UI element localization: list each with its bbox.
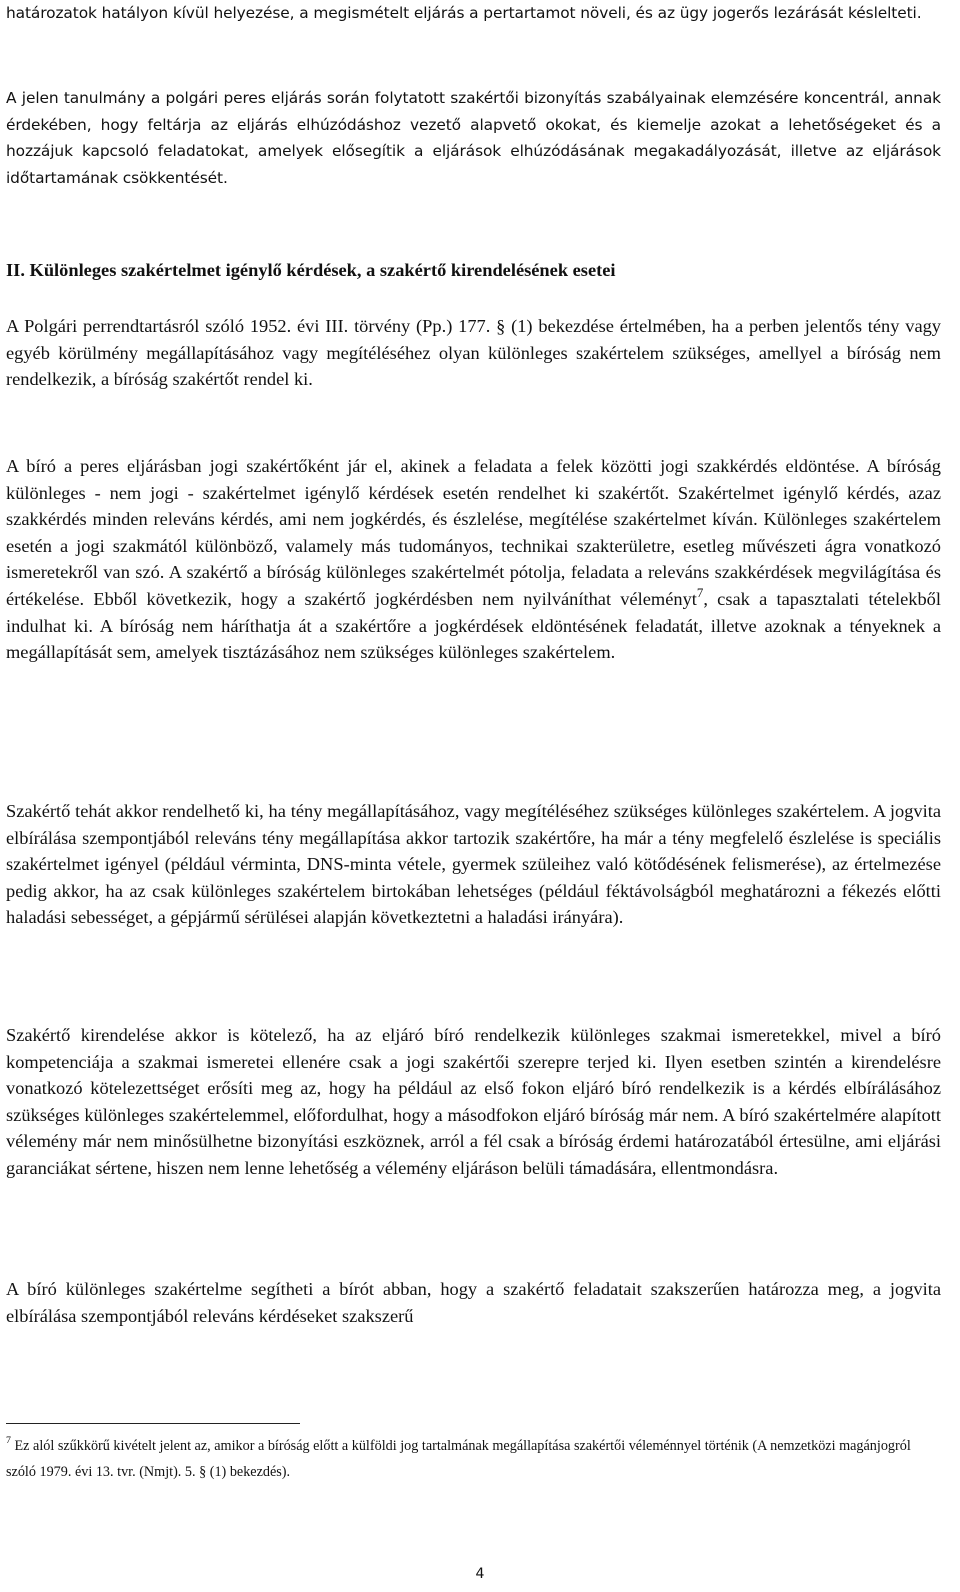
paragraph-mandatory-appointment: Szakértő kirendelése akkor is kötelező, ha az eljáró bíró rendelkezik különleges szakmai ismeretekkel, mivel a bíró kompetenciája a szakmai ismeretei ellenére csak a jogi szakértői szerepre terjed ki. Ilyen esetben szintén a kirendelésre vonatkozó kötelezettséget erősíti meg az, hogy ha például az első fokon eljáró bíró rendelkezik is a kérdés elbírálásához szükséges különleges szakértelemmel, előfordulhat, hogy a másodfokon eljáró bíróság már nem. A bíró szakértelmére alapított vélemény már nem minősülhetne bizonyítási eszköznek, arról a fél csak a bíróság érdemi határozatából értesülne, ami eljárási garanciákat sértene, hiszen nem lenne lehetőség a vélemény eljáráson belüli támadására, ellentmondásra.	[6, 1025, 941, 1178]
paragraph-judge-role-text: A bíró a peres eljárásban jogi szakértőként jár el, akinek a feladata a felek közötti jogi szakkérdés eldöntése. A bíróság különleges - nem jogi - szakértelmet igénylő kérdések esetén rendelhet ki szakértőt. Szakértelmet igénylő kérdés, azaz szakkérdés minden releváns kérdés, ami nem jogkérdés, és észlelése, megítélése szakértelmet kíván. Különleges szakértelem esetén a jogi szakmától különböző, valamely más tudományos, technikai szakterületre, esetleg művészeti ágra vonatkozó ismeretekről van szó. A szakértő a bíróság különleges szakértelmét pótolja, feladata a releváns szakkérdések megvilágítása és értékelése. Ebből következik, hogy a szakértő jogkérdésben nem nyilváníthat véleményt	[6, 456, 941, 609]
paragraph-study-aim: A jelen tanulmány a polgári peres eljárás során folytatott szakértői bizonyítás szabályainak elemzésére koncentrál, annak érdekében, hogy feltárja az eljárás elhúzódáshoz vezető alapvető okokat, és kiemelje azokat a lehetőségeket és a hozzájuk kapcsoló feladatokat, amelyek elősegítik a eljárások elhúzódásának megakadályozását, illetve az eljárások időtartamának csökkentését.	[6, 89, 941, 187]
page-number: 4	[475, 1566, 485, 1582]
footnote-reference: 7	[696, 585, 704, 600]
section-heading: II. Különleges szakértelmet igénylő kérdések, a szakértő kirendelésének esetei	[6, 260, 616, 280]
paragraph-expert-appointment: Szakértő tehát akkor rendelhető ki, ha tény megállapításához, vagy megítéléséhez szükséges különleges szakértelem. A jogvita elbírálása szempontjából releváns tény megállapítása akkor tartozik szakértőre, ha már a tény megfelelő észlelése is speciális szakértelmet igényel (például vérminta, DNS-minta vétele, gyermek szüleihez való kötődésének felismerése), az értelmezése pedig akkor, ha az csak különleges szakértelem birtokában lehetséges (például féktávolságból meghatározni a fékezés előtti haladási sebességet, a gépjármű sérülései alapján következtetni a haladási irányára).	[6, 801, 941, 928]
footnote-text: Ez alól szűkkörű kivételt jelent az, amikor a bíróság előtt a külföldi jog tartalmának megállapítása szakértői véleménnyel történik (A nemzetközi magánjogról szóló 1979. évi 13. tvr. (Nmjt). 5. § (1) bekezdés).	[6, 1438, 911, 1480]
paragraph-pp-177: A Polgári perrendtartásról szóló 1952. évi III. törvény (Pp.) 177. § (1) bekezdése értelmében, ha a perben jelentős tény vagy egyéb körülmény megállapításához vagy megítéléséhez olyan különleges szakértelem szükséges, amellyel a bíróság nem rendelkezik, a bíróság szakértőt rendel ki.	[6, 316, 941, 390]
paragraph-judge-role	[6, 453, 941, 666]
footnote	[6, 1433, 941, 1485]
paragraph-judge-role-text-cont: , csak a tapasztalati tételekből indulhat ki. A bíróság nem háríthatja át a szakértőre a jogkérdések eldöntésének feladatát, illetve azoknak a tényeknek a megállapítását sem, amelyek tisztázásához nem szükséges különleges szakértelem.	[6, 588, 941, 663]
footnote-separator	[6, 1423, 300, 1424]
paragraph-intro-continuation: határozatok hatályon kívül helyezése, a megismételt eljárás a pertartamot növeli, és az ügy jogerős lezárását késlelteti.	[6, 4, 922, 22]
paragraph-judge-expertise: A bíró különleges szakértelme segítheti a bírót abban, hogy a szakértő feladatait szakszerűen határozza meg, a jogvita elbírálása szempontjából releváns kérdéseket szakszerű	[6, 1279, 941, 1326]
footnote-number: 7	[6, 1435, 11, 1447]
